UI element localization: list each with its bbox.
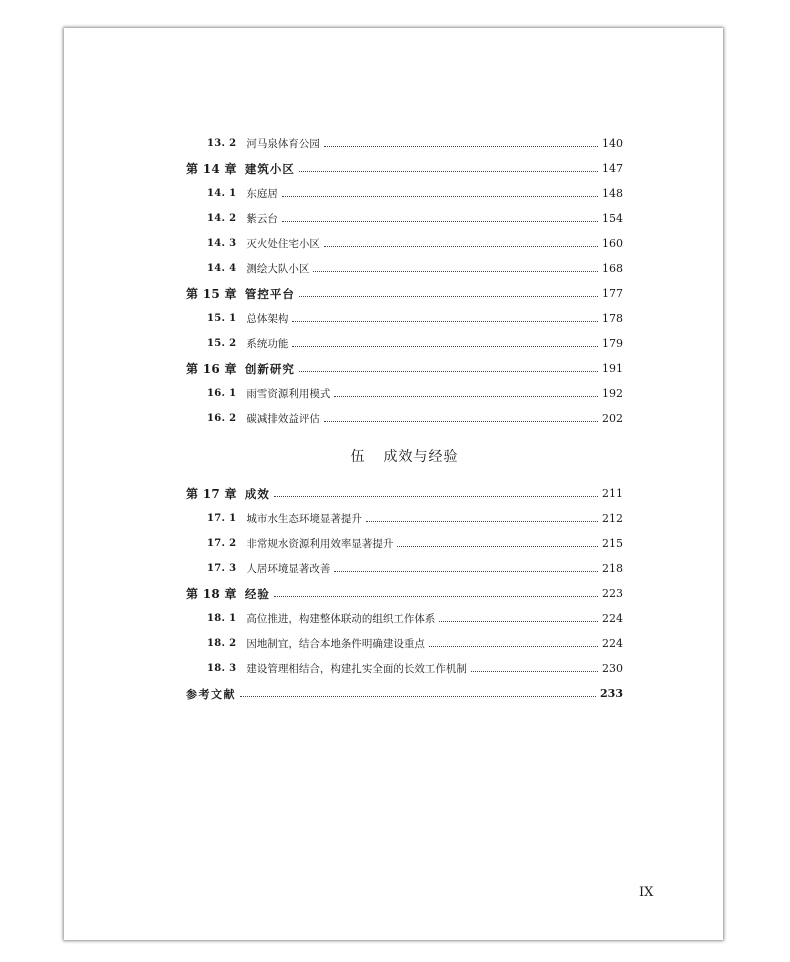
entry-title: 因地制宜，结合本地条件明确建设重点	[246, 638, 425, 650]
dot-leader	[334, 570, 598, 572]
entry-page-number: 178	[602, 312, 623, 325]
entry-page-number: 154	[602, 212, 623, 225]
entry-number: 第 16 章	[186, 362, 237, 376]
toc-entry-section[interactable]	[186, 381, 623, 406]
entry-number: 14. 3	[207, 238, 237, 249]
entry-number: 16. 2	[207, 413, 237, 424]
entry-page-number: 168	[602, 262, 623, 275]
dot-leader	[439, 620, 598, 622]
entry-number: 17. 3	[207, 563, 237, 574]
entry-number: 第 14 章	[186, 162, 237, 176]
entry-number: 第 15 章	[186, 287, 237, 301]
references-title: 参考文献	[186, 687, 236, 701]
toc-entry-chapter[interactable]	[186, 281, 623, 306]
entry-number: 14. 2	[207, 213, 237, 224]
toc-entry-chapter[interactable]	[186, 156, 623, 181]
dot-leader	[292, 345, 598, 347]
entry-title: 灭火处住宅小区	[246, 238, 320, 250]
references-page: 233	[600, 687, 623, 700]
entry-page-number: 140	[602, 137, 623, 150]
toc-entry-section[interactable]	[186, 231, 623, 256]
entry-page-number: 230	[602, 662, 623, 675]
dot-leader	[274, 495, 598, 497]
dot-leader	[240, 695, 596, 697]
entry-title: 人居环境显著改善	[246, 563, 331, 575]
dot-leader	[299, 295, 598, 297]
toc-entry-section[interactable]	[186, 606, 623, 631]
toc-entry-section[interactable]	[186, 206, 623, 231]
toc-entry-section[interactable]	[186, 556, 623, 581]
entry-title: 河马泉体育公园	[246, 138, 320, 150]
entry-page-number: 147	[602, 162, 623, 175]
toc-entry-section[interactable]	[186, 331, 623, 356]
entry-title: 建筑小区	[244, 161, 295, 176]
toc-entry-section[interactable]	[186, 531, 623, 556]
entry-page-number: 211	[602, 487, 623, 500]
entry-title: 测绘大队小区	[246, 263, 310, 275]
page-folio: IX	[639, 885, 654, 900]
entry-title: 碳减排效益评估	[246, 413, 320, 425]
entry-number: 15. 2	[207, 338, 237, 349]
entry-number: 18. 1	[207, 613, 237, 624]
dot-leader	[282, 220, 598, 222]
toc-entry-section[interactable]	[186, 306, 623, 331]
entry-title: 城市水生态环境显著提升	[246, 513, 362, 525]
dot-leader	[429, 645, 598, 647]
dot-leader	[397, 545, 598, 547]
document-page	[64, 28, 723, 940]
dot-leader	[299, 170, 598, 172]
entry-title: 系统功能	[246, 338, 289, 350]
entry-number: 13. 2	[207, 138, 237, 149]
dot-leader	[282, 195, 598, 197]
dot-leader	[313, 270, 598, 272]
toc-entry-chapter[interactable]	[186, 481, 623, 506]
part-number: 伍	[350, 449, 366, 465]
entry-number: 16. 1	[207, 388, 237, 399]
entry-page-number: 148	[602, 187, 623, 200]
entry-number: 18. 2	[207, 638, 237, 649]
entry-number: 17. 2	[207, 538, 237, 549]
toc-entry-section[interactable]	[186, 256, 623, 281]
toc-entry-section[interactable]	[186, 631, 623, 656]
entry-page-number: 212	[602, 512, 623, 525]
toc-entry-section[interactable]	[186, 181, 623, 206]
entry-title: 建设管理相结合，构建扎实全面的长效工作机制	[246, 663, 467, 675]
entry-title: 管控平台	[244, 286, 295, 301]
dot-leader	[324, 420, 598, 422]
toc-entry-references[interactable]	[186, 681, 623, 706]
toc-entry-section[interactable]	[186, 131, 623, 156]
entry-page-number: 215	[602, 537, 623, 550]
entry-title: 总体架构	[246, 313, 289, 325]
dot-leader	[366, 520, 598, 522]
entry-number: 第 17 章	[186, 487, 237, 501]
dot-leader	[324, 145, 598, 147]
dot-leader	[324, 245, 598, 247]
entry-page-number: 192	[602, 387, 623, 400]
entry-title: 创新研究	[244, 361, 295, 376]
part-heading	[186, 431, 623, 481]
entry-title: 成效	[244, 486, 270, 501]
entry-title: 经验	[244, 586, 270, 601]
toc-entry-section[interactable]	[186, 406, 623, 431]
toc-group-b	[186, 481, 623, 681]
entry-page-number: 202	[602, 412, 623, 425]
dot-leader	[471, 670, 598, 672]
entry-page-number: 223	[602, 587, 623, 600]
dot-leader	[334, 395, 598, 397]
entry-title: 非常规水资源利用效率显著提升	[246, 538, 394, 550]
entry-number: 15. 1	[207, 313, 237, 324]
entry-title: 高位推进，构建整体联动的组织工作体系	[246, 613, 436, 625]
entry-number: 第 18 章	[186, 587, 237, 601]
entry-page-number: 177	[602, 287, 623, 300]
toc-entry-chapter[interactable]	[186, 581, 623, 606]
entry-page-number: 179	[602, 337, 623, 350]
toc-entry-chapter[interactable]	[186, 356, 623, 381]
table-of-contents	[186, 131, 623, 706]
dot-leader	[299, 370, 598, 372]
entry-number: 14. 4	[207, 263, 237, 274]
entry-title: 雨雪资源利用模式	[246, 388, 331, 400]
toc-entry-section[interactable]	[186, 656, 623, 681]
entry-number: 17. 1	[207, 513, 237, 524]
toc-entry-section[interactable]	[186, 506, 623, 531]
entry-number: 18. 3	[207, 663, 237, 674]
entry-number: 14. 1	[207, 188, 237, 199]
part-title: 成效与经验	[383, 449, 459, 465]
entry-page-number: 191	[602, 362, 623, 375]
entry-page-number: 160	[602, 237, 623, 250]
entry-page-number: 224	[602, 637, 623, 650]
toc-group-a	[186, 131, 623, 431]
entry-page-number: 218	[602, 562, 623, 575]
dot-leader	[274, 595, 598, 597]
entry-page-number: 224	[602, 612, 623, 625]
entry-title: 紫云台	[246, 213, 278, 225]
dot-leader	[292, 320, 598, 322]
entry-title: 东庭居	[246, 188, 278, 200]
